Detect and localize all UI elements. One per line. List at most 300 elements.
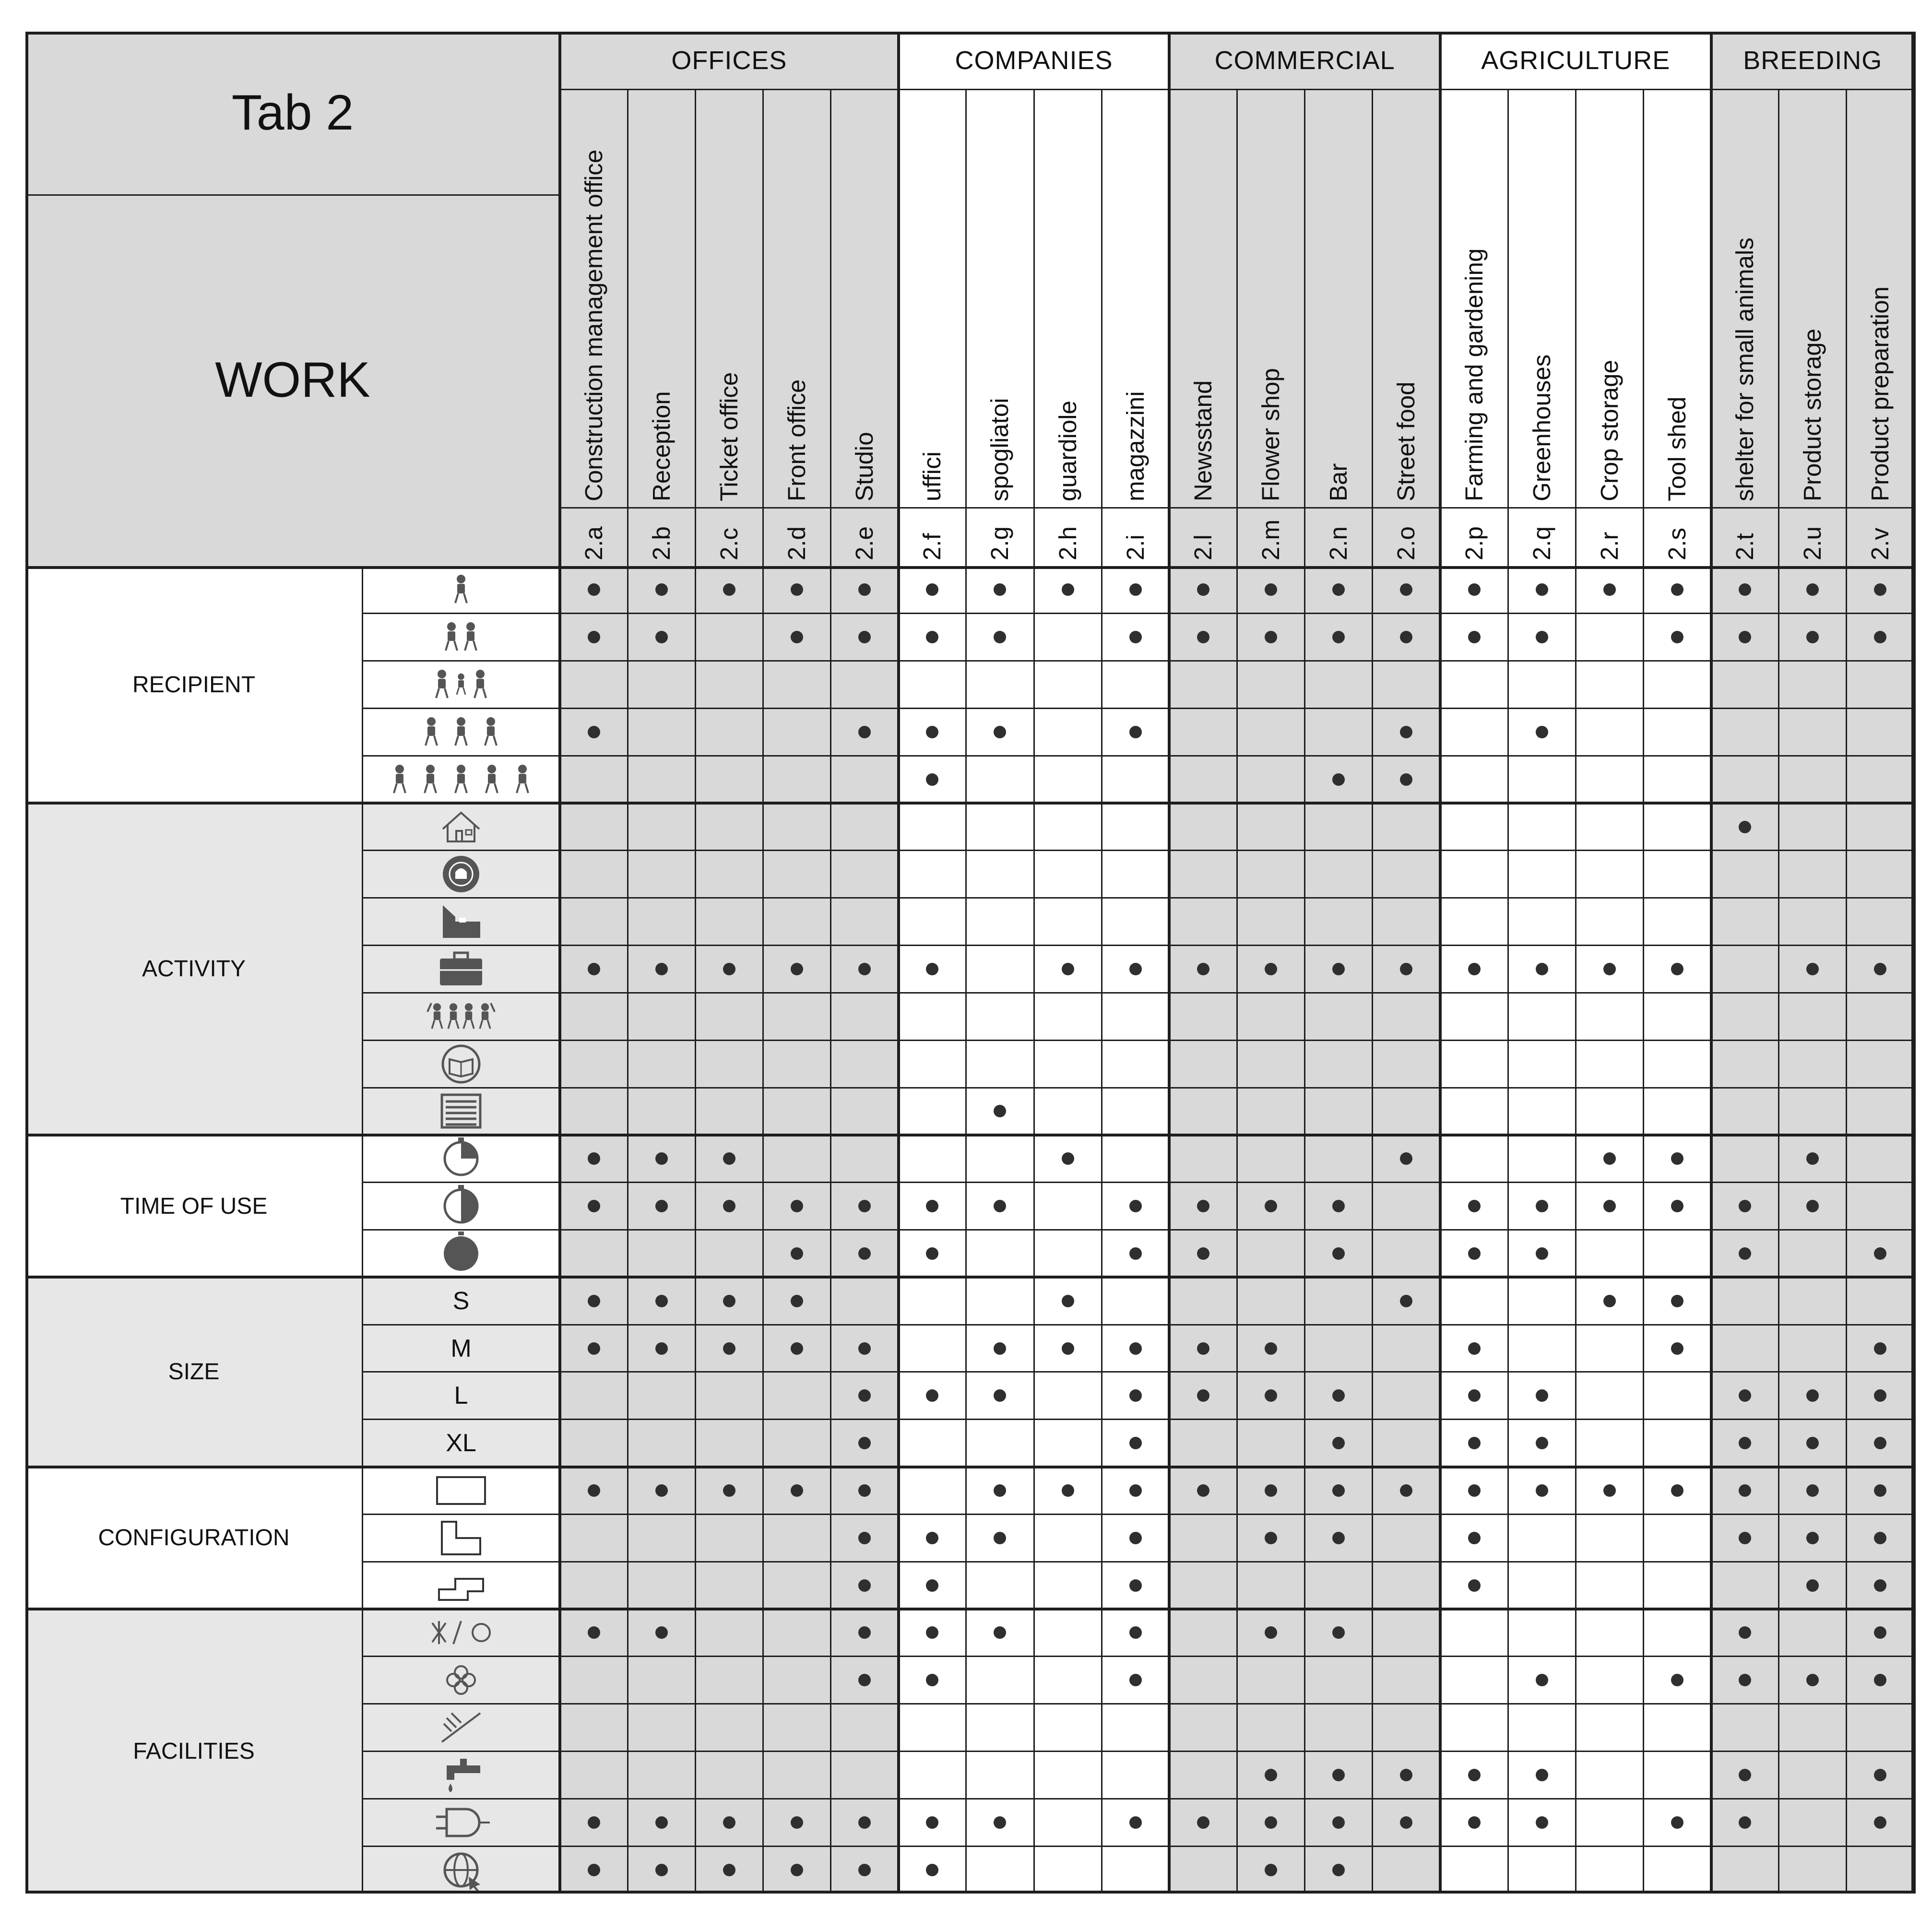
- table-cell: [966, 1135, 1034, 1183]
- mark-dot: [1468, 583, 1481, 596]
- mark-dot: [1062, 583, 1074, 596]
- house-icon: [403, 808, 519, 846]
- mark-dot: [1536, 1484, 1548, 1497]
- quarter-clock-icon: [403, 1139, 519, 1178]
- mark-dot: [1468, 1437, 1481, 1449]
- mark-dot: [588, 631, 600, 643]
- column-name: Tool shed: [1663, 396, 1691, 501]
- mark-dot: [588, 1342, 600, 1355]
- table-cell: [1711, 946, 1779, 993]
- column-code: 2.b: [647, 526, 675, 560]
- table-cell: [1373, 1088, 1440, 1135]
- table-cell: [1034, 661, 1102, 709]
- mark-dot: [1536, 1674, 1548, 1686]
- column-code-cell: [1847, 507, 1914, 566]
- mark-dot: [588, 1816, 600, 1829]
- table-cell: [763, 1088, 830, 1135]
- table-cell: [1034, 1799, 1102, 1846]
- column-name: Reception: [647, 391, 675, 501]
- table-cell: [560, 1562, 628, 1609]
- mark-dot: [858, 1864, 871, 1876]
- table-cell: [1169, 993, 1237, 1040]
- table-cell: [763, 898, 830, 946]
- column-code: 2.h: [1054, 526, 1081, 560]
- table-cell: [1779, 1230, 1847, 1278]
- table-cell: [966, 1704, 1034, 1752]
- border-left: [25, 32, 28, 1894]
- table-cell: [1711, 1846, 1779, 1894]
- mark-dot: [1671, 1674, 1683, 1686]
- table-cell: [899, 898, 966, 946]
- table-cell: [1576, 1325, 1643, 1372]
- table-cell: [1643, 898, 1711, 946]
- mark-dot: [1129, 1579, 1142, 1592]
- table-cell: [1102, 1752, 1169, 1799]
- table-cell: [1508, 1846, 1576, 1894]
- column-header: [763, 89, 830, 507]
- mark-dot: [1468, 631, 1481, 643]
- table-cell: [1169, 1088, 1237, 1135]
- grid-line: [362, 1182, 1914, 1183]
- category-label: ACTIVITY: [25, 803, 362, 1135]
- table-cell: [1440, 803, 1508, 851]
- table-cell: [695, 661, 763, 709]
- mark-dot: [655, 1626, 668, 1639]
- mark-dot: [1400, 963, 1412, 975]
- table-cell: [763, 708, 830, 756]
- table-cell: [1508, 661, 1576, 709]
- table-cell: [1034, 1846, 1102, 1894]
- group-header: BREEDING: [1711, 32, 1914, 89]
- grid-line: [25, 1276, 1914, 1279]
- mark-dot: [655, 583, 668, 596]
- mark-dot: [926, 1674, 938, 1686]
- column-code: 2.q: [1528, 526, 1555, 560]
- table-cell: [1440, 756, 1508, 803]
- table-cell: [1576, 756, 1643, 803]
- table-cell: [1373, 1040, 1440, 1088]
- table-cell: [1779, 898, 1847, 946]
- table-cell: [1373, 803, 1440, 851]
- table-cell: [1711, 1277, 1779, 1325]
- table-cell: [1847, 1135, 1914, 1183]
- table-cell: [1237, 851, 1305, 898]
- mark-dot: [1806, 631, 1819, 643]
- grid-line: [362, 1751, 1914, 1752]
- column-code-cell: [1576, 507, 1643, 566]
- table-cell: [1779, 708, 1847, 756]
- table-cell: [560, 1088, 628, 1135]
- table-cell: [1711, 1562, 1779, 1609]
- table-cell: [1169, 1135, 1237, 1183]
- column-header: [1305, 89, 1373, 507]
- table-cell: [695, 1704, 763, 1752]
- mark-dot: [1197, 1200, 1209, 1212]
- mark-dot: [1332, 583, 1345, 596]
- column-code-cell: [1034, 507, 1102, 566]
- column-name: Flower shop: [1257, 368, 1285, 501]
- column-code: 2.d: [783, 526, 810, 560]
- mark-dot: [1874, 1816, 1886, 1829]
- mark-dot: [1806, 1152, 1819, 1165]
- grid-line: [25, 1466, 1914, 1468]
- column-code: 2.n: [1325, 526, 1352, 560]
- mark-dot: [1536, 631, 1548, 643]
- mark-dot: [1197, 1389, 1209, 1402]
- factory-icon: [403, 902, 519, 941]
- table-cell: [695, 1752, 763, 1799]
- mark-dot: [994, 583, 1006, 596]
- table-cell: [1237, 1277, 1305, 1325]
- table-cell: [1779, 1040, 1847, 1088]
- table-cell: [1373, 1562, 1440, 1609]
- table-cell: [763, 756, 830, 803]
- mark-dot: [1874, 1579, 1886, 1592]
- table-cell: [1576, 1846, 1643, 1894]
- mark-dot: [588, 726, 600, 738]
- table-cell: [1237, 661, 1305, 709]
- table-cell: [1847, 1088, 1914, 1135]
- mark-dot: [1874, 1769, 1886, 1781]
- mark-dot: [1062, 963, 1074, 975]
- table-cell: [1440, 708, 1508, 756]
- water-tap-icon: [403, 1756, 519, 1794]
- column-code: 2.s: [1663, 527, 1691, 560]
- mark-dot: [1197, 1484, 1209, 1497]
- table-cell: [831, 1088, 899, 1135]
- mark-dot: [1806, 1389, 1819, 1402]
- mark-dot: [1739, 583, 1751, 596]
- mark-dot: [1468, 1342, 1481, 1355]
- mark-dot: [1129, 726, 1142, 738]
- mark-dot: [1671, 1295, 1683, 1307]
- mark-dot: [791, 1484, 803, 1497]
- table-cell: [1373, 1420, 1440, 1467]
- column-code: 2.v: [1866, 527, 1894, 560]
- column-code-cell: [899, 507, 966, 566]
- mark-dot: [1265, 1484, 1277, 1497]
- table-cell: [1305, 708, 1373, 756]
- column-name: magazzini: [1121, 391, 1149, 501]
- grid-line: [362, 1371, 1914, 1373]
- table-cell: [695, 1088, 763, 1135]
- grid-line: [25, 1608, 1914, 1610]
- column-header: [1373, 89, 1440, 507]
- table-cell: [1169, 708, 1237, 756]
- mark-dot: [1332, 773, 1345, 786]
- table-cell: [1779, 1846, 1847, 1894]
- book-icon: [403, 1045, 519, 1083]
- mark-dot: [1265, 1389, 1277, 1402]
- table-cell: [1305, 993, 1373, 1040]
- mark-dot: [1400, 1816, 1412, 1829]
- table-cell: [1508, 756, 1576, 803]
- table-cell: [1305, 851, 1373, 898]
- mark-dot: [1603, 1200, 1616, 1212]
- mark-dot: [723, 583, 735, 596]
- grid-line: [362, 1087, 1914, 1089]
- column-code: 2.o: [1392, 526, 1420, 560]
- grid-line: [1575, 89, 1576, 1894]
- table-cell: [1779, 1325, 1847, 1372]
- mark-dot: [723, 1816, 735, 1829]
- mark-dot: [1468, 1532, 1481, 1544]
- mark-dot: [791, 1864, 803, 1876]
- mark-dot: [858, 1200, 871, 1212]
- mark-dot: [1536, 1769, 1548, 1781]
- table-cell: [1373, 851, 1440, 898]
- column-code: 2.a: [580, 526, 607, 560]
- mark-dot: [926, 773, 938, 786]
- mark-dot: [791, 1342, 803, 1355]
- table-cell: [1169, 803, 1237, 851]
- table-cell: [1102, 1040, 1169, 1088]
- table-cell: [1169, 1752, 1237, 1799]
- table-cell: [1576, 708, 1643, 756]
- mark-dot: [926, 1389, 938, 1402]
- mark-dot: [1400, 1484, 1412, 1497]
- three-people-icon: [403, 713, 519, 751]
- table-cell: [1643, 993, 1711, 1040]
- grid-line: [362, 660, 1914, 662]
- table-cell: [695, 1040, 763, 1088]
- column-code: 2.e: [851, 526, 878, 560]
- table-cell: [1169, 1704, 1237, 1752]
- table-cell: [1373, 1846, 1440, 1894]
- table-cell: [1440, 993, 1508, 1040]
- table-cell: [695, 1562, 763, 1609]
- mark-dot: [791, 583, 803, 596]
- table-cell: [1576, 1372, 1643, 1420]
- table-cell: [1034, 1562, 1102, 1609]
- table-cell: [1643, 803, 1711, 851]
- mark-dot: [588, 1295, 600, 1307]
- table-cell: [695, 993, 763, 1040]
- table-cell: [1237, 1230, 1305, 1278]
- table-cell: [1169, 898, 1237, 946]
- table-cell: [1169, 1514, 1237, 1562]
- mark-dot: [1603, 583, 1616, 596]
- mark-dot: [1671, 1816, 1683, 1829]
- mark-dot: [1671, 1152, 1683, 1165]
- table-cell: [1305, 661, 1373, 709]
- table-cell: [1305, 1088, 1373, 1135]
- table-cell: [899, 1467, 966, 1515]
- internet-globe-icon: [403, 1851, 519, 1889]
- grid-line: [362, 1846, 1914, 1847]
- tab-title: Tab 2: [25, 32, 560, 194]
- mark-dot: [1739, 1437, 1751, 1449]
- table-cell: [1034, 614, 1102, 661]
- table-cell: [628, 708, 695, 756]
- table-cell: [1169, 1609, 1237, 1657]
- table-cell: [1643, 1704, 1711, 1752]
- mark-dot: [1536, 963, 1548, 975]
- mark-dot: [1129, 1389, 1142, 1402]
- mark-dot: [1874, 1389, 1886, 1402]
- table-cell: [695, 851, 763, 898]
- column-code-cell: [560, 507, 628, 566]
- table-cell: [1576, 1752, 1643, 1799]
- column-code-cell: [1373, 507, 1440, 566]
- table-cell: [695, 1657, 763, 1704]
- mark-dot: [655, 1816, 668, 1829]
- table-cell: [831, 1135, 899, 1183]
- column-name: Street food: [1392, 381, 1420, 501]
- table-cell: [1373, 661, 1440, 709]
- table-cell: [1102, 756, 1169, 803]
- briefcase-icon: [403, 950, 519, 988]
- column-name: Greenhouses: [1528, 354, 1555, 501]
- table-cell: [831, 1704, 899, 1752]
- mark-dot: [1874, 1532, 1886, 1544]
- column-name: Crop storage: [1595, 360, 1623, 501]
- shelves-icon: [403, 1092, 519, 1130]
- mark-dot: [1265, 1816, 1277, 1829]
- family-icon: [403, 665, 519, 704]
- table-cell: [1102, 803, 1169, 851]
- mark-dot: [926, 1864, 938, 1876]
- table-cell: [1169, 1040, 1237, 1088]
- mark-dot: [858, 963, 871, 975]
- table-cell: [560, 898, 628, 946]
- table-cell: [1711, 661, 1779, 709]
- mark-dot: [588, 1864, 600, 1876]
- table-cell: [1779, 1609, 1847, 1657]
- table-cell: [899, 1420, 966, 1467]
- table-cell: [1440, 1135, 1508, 1183]
- table-cell: [763, 803, 830, 851]
- table-cell: [560, 756, 628, 803]
- table-cell: [1237, 1704, 1305, 1752]
- mark-dot: [1129, 1626, 1142, 1639]
- table-cell: [628, 1420, 695, 1467]
- column-name: Farming and gardening: [1460, 248, 1488, 501]
- mark-dot: [858, 726, 871, 738]
- table-cell: [1508, 1277, 1576, 1325]
- table-cell: [1643, 1846, 1711, 1894]
- mark-dot: [1129, 1342, 1142, 1355]
- table-cell: [1034, 1088, 1102, 1135]
- column-header: [1711, 89, 1779, 507]
- column-header: [1643, 89, 1711, 507]
- category-label: FACILITIES: [25, 1609, 362, 1894]
- mark-dot: [1197, 1342, 1209, 1355]
- table-cell: [1305, 1704, 1373, 1752]
- mark-dot: [1603, 963, 1616, 975]
- mark-dot: [1468, 1247, 1481, 1260]
- mark-dot: [1400, 1769, 1412, 1781]
- electric-plug-icon: [403, 1803, 519, 1842]
- table-cell: [1169, 1657, 1237, 1704]
- mark-dot: [1874, 1342, 1886, 1355]
- table-cell: [1237, 993, 1305, 1040]
- mark-dot: [1129, 1816, 1142, 1829]
- grid-line: [1778, 89, 1779, 1894]
- table-cell: [1576, 1040, 1643, 1088]
- mark-dot: [1739, 821, 1751, 833]
- column-code-cell: [695, 507, 763, 566]
- table-cell: [831, 898, 899, 946]
- column-code-cell: [763, 507, 830, 566]
- border-bottom: [25, 1891, 1914, 1894]
- group-activity-icon: [403, 997, 519, 1036]
- grid-line: [830, 89, 831, 1894]
- mark-dot: [858, 1626, 871, 1639]
- mark-dot: [1332, 631, 1345, 643]
- mark-dot: [1739, 1200, 1751, 1212]
- table-cell: [1779, 993, 1847, 1040]
- column-header: [1508, 89, 1576, 507]
- mark-dot: [994, 631, 1006, 643]
- mark-dot: [1400, 1295, 1412, 1307]
- grid-line: [1372, 89, 1373, 1894]
- column-code-cell: [966, 507, 1034, 566]
- table-cell: [763, 1704, 830, 1752]
- table-cell: [1508, 1514, 1576, 1562]
- table-cell: [560, 1752, 628, 1799]
- mark-dot: [1536, 1816, 1548, 1829]
- half-clock-icon: [403, 1187, 519, 1225]
- column-code-cell: [1779, 507, 1847, 566]
- column-name: Construction management office: [580, 149, 607, 501]
- mark-dot: [1400, 583, 1412, 596]
- mark-dot: [1739, 1816, 1751, 1829]
- mark-dot: [1332, 1769, 1345, 1781]
- table-cell: [1847, 756, 1914, 803]
- table-cell: [1440, 851, 1508, 898]
- table-cell: [831, 1040, 899, 1088]
- mark-dot: [1739, 1247, 1751, 1260]
- table-cell: [1440, 1040, 1508, 1088]
- step-shape-plan-icon: [403, 1566, 519, 1605]
- table-cell: [1102, 1846, 1169, 1894]
- heating-cooling-icon: [403, 1613, 519, 1652]
- table-cell: [1643, 1562, 1711, 1609]
- table-cell: [1508, 1325, 1576, 1372]
- table-cell: [628, 1088, 695, 1135]
- rectangle-plan-icon: [403, 1471, 519, 1510]
- mark-dot: [1332, 1626, 1345, 1639]
- table-cell: [1373, 1230, 1440, 1278]
- grid-line: [965, 89, 967, 1894]
- table-cell: [628, 1562, 695, 1609]
- mark-dot: [655, 1152, 668, 1165]
- table-cell: [628, 803, 695, 851]
- table-cell: [1373, 1609, 1440, 1657]
- grid-line: [1236, 89, 1238, 1894]
- table-cell: [1779, 1277, 1847, 1325]
- table-cell: [560, 851, 628, 898]
- column-header: [695, 89, 763, 507]
- mark-dot: [994, 1816, 1006, 1829]
- table-cell: [1576, 898, 1643, 946]
- table-cell: [1508, 1135, 1576, 1183]
- table-cell: [1779, 851, 1847, 898]
- mark-dot: [723, 1864, 735, 1876]
- table-cell: [966, 993, 1034, 1040]
- mark-dot: [791, 631, 803, 643]
- table-cell: [899, 1752, 966, 1799]
- grid-line: [25, 566, 1914, 569]
- table-cell: [1237, 1562, 1305, 1609]
- table-cell: [966, 1230, 1034, 1278]
- column-name: spogliatoi: [986, 398, 1014, 501]
- mark-dot: [994, 1200, 1006, 1212]
- table-cell: [763, 1372, 830, 1420]
- table-cell: [966, 1277, 1034, 1325]
- mark-dot: [1671, 631, 1683, 643]
